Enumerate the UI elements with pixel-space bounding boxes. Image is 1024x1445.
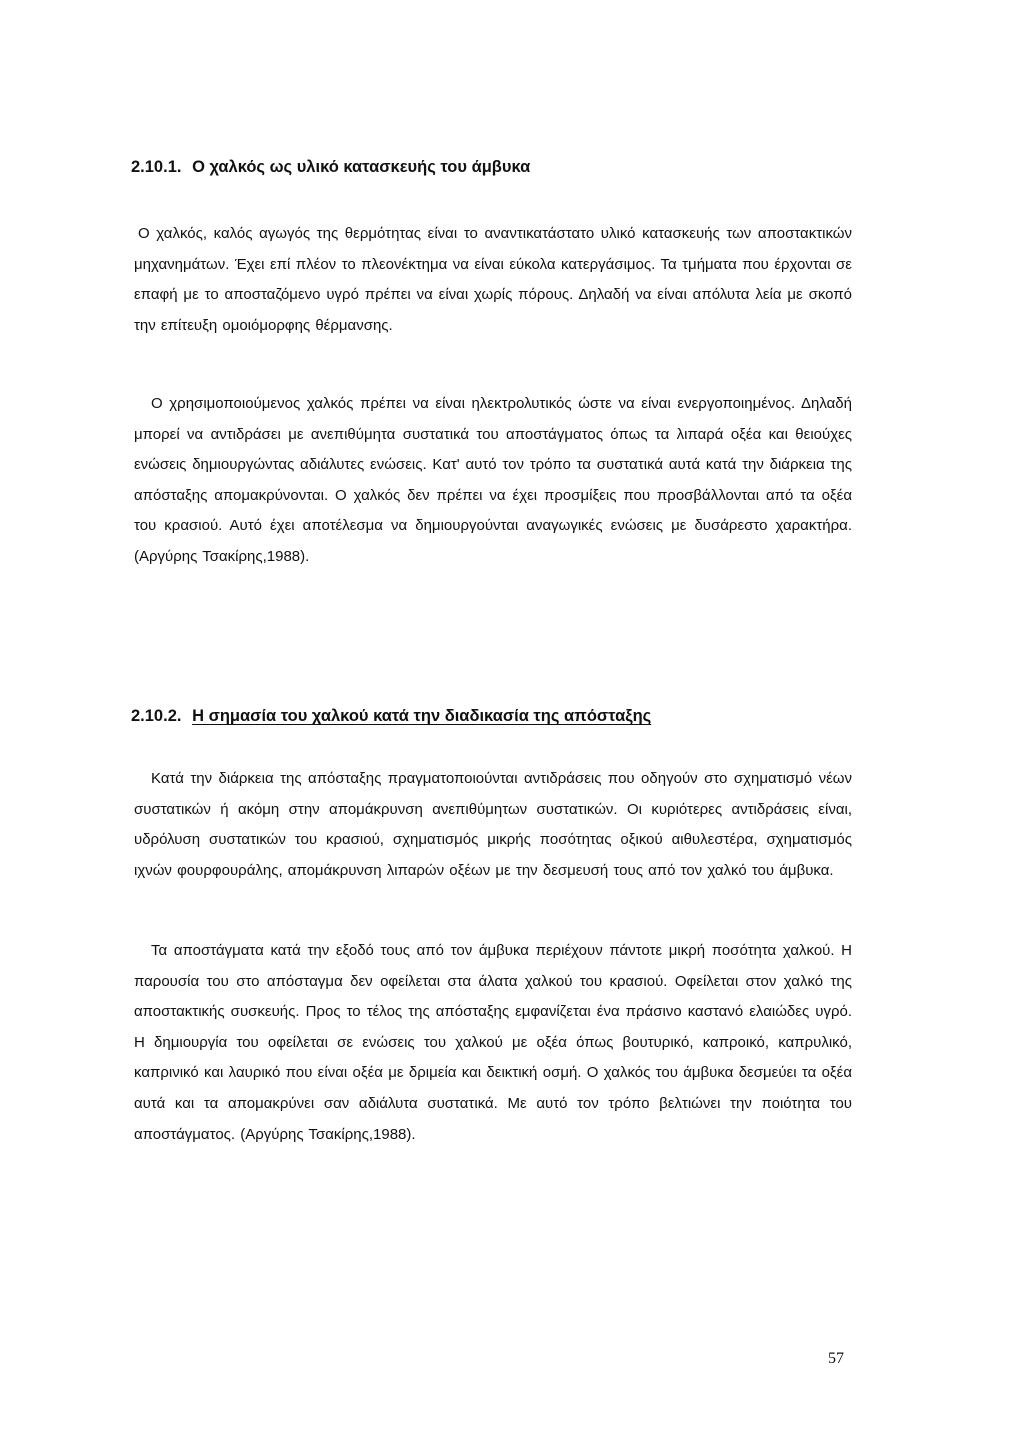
page-number: 57 [828, 1350, 844, 1367]
section-number: 2.10.1. [131, 158, 182, 176]
paragraph: Ο χρησιμοποιούμενος χαλκός πρέπει να είναι ηλεκτρολυτικός ώστε να είναι ενεργοποιημένος. Δηλαδή μπορεί να αντιδράσει με ανεπιθύμητα συστατικά του αποστάγματος όπως τα λιπαρά οξέα και θειούχες ενώσεις δημιουργώντας αδιάλυτες ενώσεις. Κατ' αυτό τον τρόπο τα συστατικά αυτά κατά την διάρκεια της απόσταξης απομακρύνονται. Ο χαλκός δεν πρέπει να έχει προσμίξεις που προσβάλλονται από τα οξέα του κρασιού. Αυτό έχει αποτέλεσμα να δημιουργούνται αναγωγικές ενώσεις με δυσάρεστο χαρακτήρα. (Αργύρης Τσακίρης,1988). [134, 395, 852, 565]
paragraph: Τα αποστάγματα κατά την εξοδό τους από τον άμβυκα περιέχουν πάντοτε μικρή ποσότητα χαλκού. Η παρουσία του στο απόσταγμα δεν οφείλεται στα άλατα χαλκού του κρασιού. Οφείλεται στον χαλκό της αποστακτικής συσκευής. Προς το τέλος της απόσταξης εμφανίζεται ένα πράσινο καστανό ελαιώδες υγρό. Η δημιουργία του οφείλεται σε ενώσεις του χαλκού με οξέα όπως βουτυρικό, καπροικό, καπρυλικό, καπρινικό και λαυρικό που είναι οξέα με δριμεία και δεικτική οσμή. Ο χαλκός του άμβυκα δεσμεύει τα οξέα αυτά και τα απομακρύνει σαν αδιάλυτα συστατικά. Με αυτό τον τρόπο βελτιώνει την ποιότητα του αποστάγματος. (Αργύρης Τσακίρης,1988). [134, 942, 852, 1143]
section-heading [131, 157, 530, 177]
paragraph: Κατά την διάρκεια της απόσταξης πραγματοποιούνται αντιδράσεις που οδηγούν στο σχηματισμό νέων συστατικών ή ακόμη στην απομάκρυνση ανεπιθύμητων συστατικών. Οι κυριότερες αντιδράσεις είναι, υδρόλυση συστατικών του κρασιού, σχηματισμός μικρής ποσότητας οξικού αιθυλεστέρα, σχηματισμός ιχνών φουρφουράλης, απομάκρυνση λιπαρών οξέων με την δεσμευσή τους από τον χαλκό του άμβυκα. [134, 770, 852, 879]
section-heading [131, 706, 651, 726]
section-number: 2.10.2. [131, 707, 182, 725]
section-title: Η σημασία του χαλκού κατά την διαδικασία της απόσταξης [192, 707, 652, 725]
paragraph: Ο χαλκός, καλός αγωγός της θερμότητας είναι το αναντικατάστατο υλικό κατασκευής των αποστακτικών μηχανημάτων. Έχει επί πλέον το πλεονέκτημα να είναι εύκολα κατεργάσιμος. Τα τμήματα που έρχονται σε επαφή με το αποσταζόμενο υγρό πρέπει να είναι χωρίς πόρους. Δηλαδή να είναι απόλυτα λεία με σκοπό την επίτευξη ομοιόμορφης θέρμανσης. [134, 225, 852, 334]
section-title: Ο χαλκός ως υλικό κατασκευής του άμβυκα [192, 158, 531, 176]
